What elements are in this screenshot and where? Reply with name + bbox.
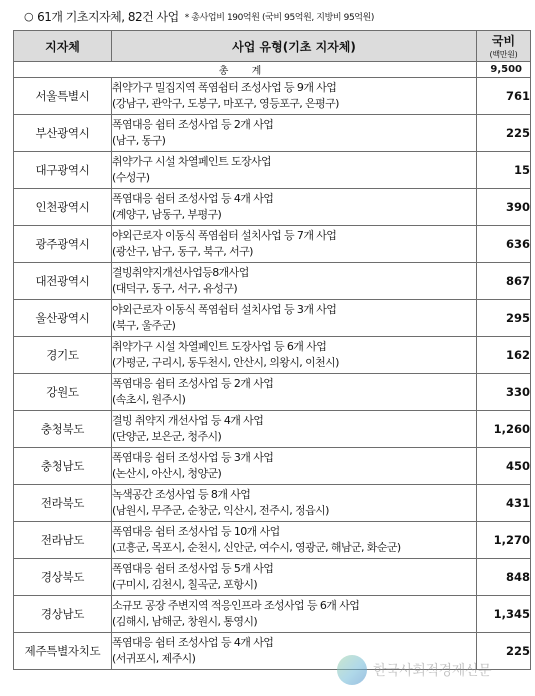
project-cell: [112, 596, 477, 633]
table-row: [14, 337, 531, 374]
project-table: [13, 30, 531, 670]
table-row: [14, 189, 531, 226]
project-districts: (논산시, 아산시, 청양군): [112, 467, 222, 480]
amount-cell: 225: [477, 115, 531, 152]
project-description: 결빙취약지개선사업등8개사업: [112, 266, 249, 279]
project-cell: [112, 189, 477, 226]
region-cell: 부산광역시: [14, 115, 112, 152]
project-description: 폭염대응 쉼터 조성사업 등 4개 사업: [112, 192, 274, 205]
project-cell: [112, 78, 477, 115]
amount-cell: 295: [477, 300, 531, 337]
project-cell: [112, 263, 477, 300]
header-row: [14, 31, 531, 62]
project-cell: [112, 485, 477, 522]
total-row: [14, 62, 531, 78]
region-cell: 대전광역시: [14, 263, 112, 300]
summary-main-text: 61개 기초지자체, 82건 사업: [37, 9, 179, 24]
table-row: [14, 559, 531, 596]
amount-cell: 867: [477, 263, 531, 300]
table-row: [14, 485, 531, 522]
project-cell: [112, 300, 477, 337]
project-description: 폭염대응 쉼터 조성사업 등 4개 사업: [112, 636, 274, 649]
amount-cell: 450: [477, 448, 531, 485]
region-cell: 충청남도: [14, 448, 112, 485]
header-amount-unit: (백만원): [489, 50, 518, 59]
table-row: [14, 411, 531, 448]
project-districts: (남구, 동구): [112, 134, 166, 147]
project-description: 취약가구 밀집지역 폭염쉼터 조성사업 등 9개 사업: [112, 81, 337, 94]
amount-cell: 390: [477, 189, 531, 226]
project-districts: (속초시, 원주시): [112, 393, 186, 406]
total-label: 총 계: [14, 62, 477, 78]
project-description: 취약가구 시설 차열페인트 도장사업 등 6개 사업: [112, 340, 327, 353]
region-cell: 대구광역시: [14, 152, 112, 189]
amount-cell: 225: [477, 633, 531, 670]
region-cell: 울산광역시: [14, 300, 112, 337]
header-project: 사업 유형(기초 지자체): [112, 31, 477, 62]
table-row: [14, 596, 531, 633]
table-row: [14, 226, 531, 263]
project-districts: (가평군, 구리시, 동두천시, 안산시, 의왕시, 이천시): [112, 356, 339, 369]
total-amount: 9,500: [477, 62, 531, 78]
amount-cell: 761: [477, 78, 531, 115]
table-row: [14, 448, 531, 485]
project-districts: (수성구): [112, 171, 150, 184]
project-districts: (구미시, 김천시, 칠곡군, 포항시): [112, 578, 258, 591]
summary-line: [24, 6, 529, 26]
region-cell: 서울특별시: [14, 78, 112, 115]
project-cell: [112, 522, 477, 559]
project-districts: (대덕구, 동구, 서구, 유성구): [112, 282, 238, 295]
project-description: 폭염대응 쉼터 조성사업 등 3개 사업: [112, 451, 274, 464]
project-districts: (단양군, 보은군, 청주시): [112, 430, 222, 443]
project-cell: [112, 152, 477, 189]
project-description: 취약가구 시설 차열페인트 도장사업: [112, 155, 272, 168]
region-cell: 전라북도: [14, 485, 112, 522]
project-districts: (광산구, 남구, 동구, 북구, 서구): [112, 245, 253, 258]
project-description: 소규모 공장 주변지역 적응인프라 조성사업 등 6개 사업: [112, 599, 360, 612]
project-districts: (강남구, 관악구, 도봉구, 마포구, 영등포구, 은평구): [112, 97, 339, 110]
amount-cell: 431: [477, 485, 531, 522]
header-amount-label: 국비: [491, 34, 516, 48]
amount-cell: 15: [477, 152, 531, 189]
amount-cell: 330: [477, 374, 531, 411]
amount-cell: 848: [477, 559, 531, 596]
region-cell: 제주특별자치도: [14, 633, 112, 670]
table-row: [14, 152, 531, 189]
table-row: [14, 263, 531, 300]
project-districts: (계양구, 남동구, 부평구): [112, 208, 222, 221]
table-row: [14, 374, 531, 411]
amount-cell: 1,260: [477, 411, 531, 448]
region-cell: 경상북도: [14, 559, 112, 596]
project-description: 폭염대응 쉼터 조성사업 등 2개 사업: [112, 377, 274, 390]
project-districts: (고흥군, 목포시, 순천시, 신안군, 여수시, 영광군, 해남군, 화순군): [112, 541, 401, 554]
project-description: 폭염대응 쉼터 조성사업 등 10개 사업: [112, 525, 280, 538]
project-description: 야외근로자 이동식 폭염쉼터 설치사업 등 7개 사업: [112, 229, 337, 242]
project-cell: [112, 374, 477, 411]
table-row: [14, 522, 531, 559]
project-cell: [112, 559, 477, 596]
header-amount: [477, 31, 531, 62]
amount-cell: 1,270: [477, 522, 531, 559]
bullet-icon: ○: [24, 9, 34, 23]
amount-cell: 162: [477, 337, 531, 374]
table-row: [14, 78, 531, 115]
project-districts: (김해시, 남해군, 창원시, 통영시): [112, 615, 258, 628]
region-cell: 인천광역시: [14, 189, 112, 226]
summary-note: * 총사업비 190억원 (국비 95억원, 지방비 95억원): [184, 12, 374, 23]
project-cell: [112, 337, 477, 374]
project-districts: (서귀포시, 제주시): [112, 652, 196, 665]
amount-cell: 1,345: [477, 596, 531, 633]
region-cell: 광주광역시: [14, 226, 112, 263]
region-cell: 경상남도: [14, 596, 112, 633]
newspaper-watermark: [337, 648, 532, 692]
project-description: 결빙 취약지 개선사업 등 4개 사업: [112, 414, 264, 427]
project-description: 폭염대응 쉼터 조성사업 등 5개 사업: [112, 562, 274, 575]
region-cell: 강원도: [14, 374, 112, 411]
project-cell: [112, 448, 477, 485]
header-region: 지자체: [14, 31, 112, 62]
project-cell: [112, 115, 477, 152]
amount-cell: 636: [477, 226, 531, 263]
table-row: [14, 115, 531, 152]
project-cell: [112, 226, 477, 263]
project-description: 야외근로자 이동식 폭염쉼터 설치사업 등 3개 사업: [112, 303, 337, 316]
region-cell: 전라남도: [14, 522, 112, 559]
project-description: 녹색공간 조성사업 등 8개 사업: [112, 488, 251, 501]
project-description: 폭염대응 쉼터 조성사업 등 2개 사업: [112, 118, 274, 131]
project-districts: (북구, 울주군): [112, 319, 176, 332]
region-cell: 충청북도: [14, 411, 112, 448]
region-cell: 경기도: [14, 337, 112, 374]
watermark-text: 한국사회적경제신문: [373, 663, 492, 679]
newspaper-logo-icon: [337, 655, 367, 685]
project-cell: [112, 411, 477, 448]
project-districts: (남원시, 무주군, 순창군, 익산시, 전주시, 정읍시): [112, 504, 329, 517]
table-row: [14, 300, 531, 337]
